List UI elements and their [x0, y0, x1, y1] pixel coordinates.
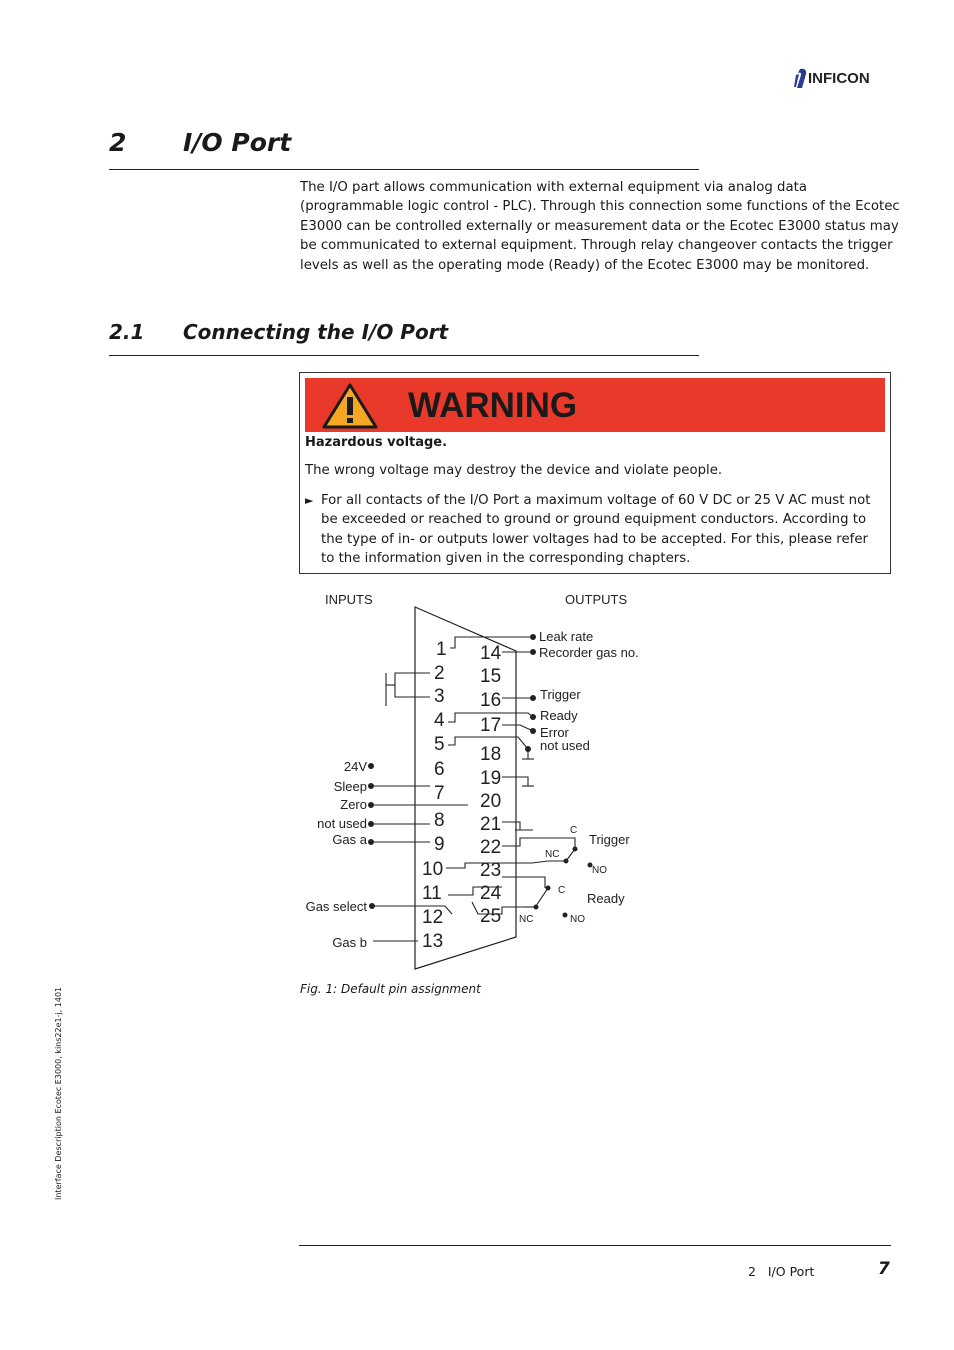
pin-diagram — [290, 585, 670, 981]
relay-ready-name: Ready — [587, 891, 625, 906]
section-rule — [109, 169, 699, 170]
figure-caption: Fig. 1: Default pin assignment — [300, 982, 481, 996]
pin-5: 5 — [434, 734, 445, 755]
warning-triangle-icon — [321, 382, 379, 430]
label-trigger: Trigger — [540, 687, 581, 702]
label-gas-a: Gas a — [332, 832, 367, 847]
pin-21: 21 — [480, 814, 502, 835]
label-not-used-out: not used — [540, 738, 590, 753]
pin-4: 4 — [434, 710, 445, 731]
wire-pin22 — [502, 838, 575, 849]
pin-9: 9 — [434, 834, 445, 855]
subsection-rule — [109, 355, 699, 356]
pin-12: 12 — [422, 907, 444, 928]
pin-25: 25 — [480, 906, 502, 927]
label-gas-b: Gas b — [332, 935, 367, 950]
relay-ready-nc: NC — [519, 914, 534, 925]
pin-14: 14 — [480, 643, 502, 664]
section-number: 2 — [109, 128, 127, 157]
warning-bullet-text: For all contacts of the I/O Port a maximum voltage of 60 V DC or 25 V AC must not be exceeded or reached to ground or ground equipment conductors. According to the type of in- or outputs lower voltages had to be accepted. For this, please refer to the information given in the corresponding chapters. — [321, 493, 871, 567]
relay-ready-c: C — [558, 885, 566, 896]
relay-trigger-nc: NC — [545, 849, 560, 860]
pin-15: 15 — [480, 666, 502, 687]
logo-text: INFICON — [808, 69, 870, 87]
pin-13: 13 — [422, 931, 444, 952]
pin-7: 7 — [434, 783, 445, 804]
relay-trigger-no: NO — [592, 865, 607, 876]
wire-pin21 — [502, 822, 520, 830]
label-ready: Ready — [540, 708, 578, 723]
relay-ready-arm — [536, 888, 548, 906]
label-sleep: Sleep — [333, 779, 367, 794]
pin-1: 1 — [436, 639, 447, 660]
pin-19: 19 — [480, 768, 502, 789]
pin-18: 18 — [480, 744, 502, 765]
relay-trigger-c: C — [570, 825, 578, 836]
subsection-title: Connecting the I/O Port — [183, 320, 449, 344]
subsection-number: 2.1 — [109, 320, 145, 344]
pin-22: 22 — [480, 837, 502, 858]
pin-24: 24 — [480, 883, 502, 904]
section-title: I/O Port — [183, 128, 292, 157]
pin-8: 8 — [434, 810, 445, 831]
intro-paragraph: The I/O part allows communication with external equipment via analog data (programmable logic control - PLC). Through this connection some functions of the Ecotec E3000 can be controlled externally or measurement data or the Ecotec E3000 status may be communicated to external equipment. Through relay changeover contacts the trigger levels as well as the operating mode (Ready) of the Ecotec E3000 may be monitored. — [300, 180, 900, 273]
outputs-label: OUTPUTS — [565, 592, 628, 607]
pin-17: 17 — [480, 715, 502, 736]
inficon-logo — [794, 66, 870, 90]
pin-20: 20 — [480, 791, 502, 812]
label-gas-select: Gas select — [305, 899, 367, 914]
label-24v: 24V — [343, 759, 367, 774]
warning-text: The wrong voltage may destroy the device and violate people. — [305, 463, 723, 478]
warning-bullet — [305, 491, 885, 569]
wire-pin24 — [502, 877, 545, 888]
footer-rule — [299, 1245, 891, 1246]
wire-pin10-23 — [446, 861, 568, 868]
label-recorder: Recorder gas no. — [539, 645, 639, 660]
inficon-logo-mark — [794, 67, 808, 89]
sidebar-doc-id: Interface Description Ecotec E3000, kins22e1-j, 1401 — [54, 986, 63, 1200]
warning-label: WARNING — [408, 386, 578, 425]
relay-trigger-name: Trigger — [589, 832, 630, 847]
wire-pin2-3 — [395, 673, 430, 697]
page-number: 7 — [878, 1259, 890, 1279]
wire-pin17 — [502, 725, 533, 731]
pin-6: 6 — [434, 759, 445, 780]
relay-ready-no: NO — [570, 914, 585, 925]
pin-23: 23 — [480, 860, 502, 881]
label-leak-rate: Leak rate — [539, 629, 594, 644]
label-not-used-in: not used — [317, 816, 367, 831]
footer-section: 2 I/O Port — [748, 1264, 815, 1279]
pin-16: 16 — [480, 690, 502, 711]
pin-11: 11 — [422, 883, 442, 904]
warning-title: Hazardous voltage. — [305, 435, 448, 450]
warning-box — [299, 372, 891, 574]
label-error: Error — [540, 725, 569, 740]
pin-3: 3 — [434, 686, 445, 707]
wire-pin19 — [502, 777, 528, 786]
inputs-label: INPUTS — [325, 592, 373, 607]
pin-10: 10 — [422, 859, 444, 880]
pin-2: 2 — [434, 663, 445, 684]
warning-banner — [305, 378, 885, 432]
label-zero: Zero — [340, 797, 367, 812]
bullet-arrow-icon: ► — [305, 494, 314, 507]
